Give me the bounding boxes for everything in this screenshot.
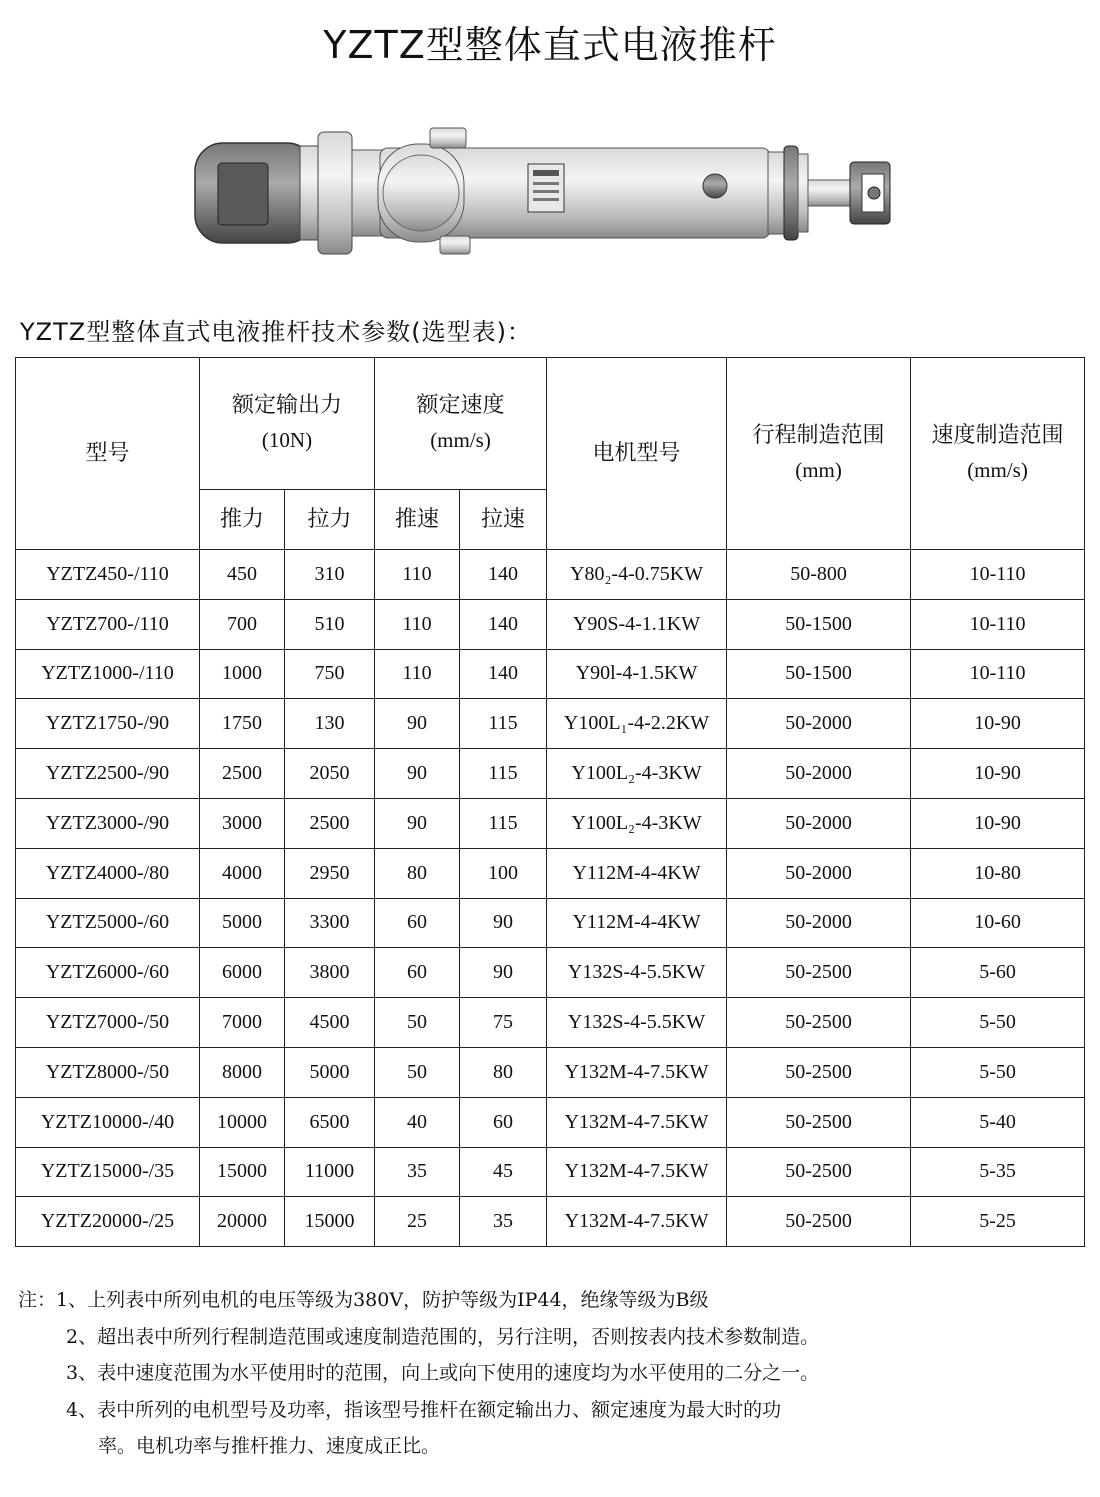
cell-push-speed: 110 [375, 599, 460, 649]
table-row [16, 649, 1085, 699]
cell-motor: Y112M-4-4KW [547, 848, 727, 898]
cell-pull-speed: 115 [460, 749, 547, 799]
cell-speed-range: 5-35 [911, 1147, 1085, 1197]
cell-pull-speed: 140 [460, 599, 547, 649]
cell-model: YZTZ8000-/50 [16, 1047, 200, 1097]
cell-push-force: 5000 [200, 898, 285, 948]
cell-speed-range: 10-110 [911, 599, 1085, 649]
cell-push-force: 6000 [200, 948, 285, 998]
cell-motor: Y132M-4-7.5KW [547, 1147, 727, 1197]
cell-stroke: 50-2000 [727, 898, 911, 948]
header-push-force: 推力 [200, 490, 285, 550]
cell-motor: Y132M-4-7.5KW [547, 1047, 727, 1097]
cell-speed-range: 10-90 [911, 699, 1085, 749]
cell-push-force: 1750 [200, 699, 285, 749]
cell-speed-range: 10-90 [911, 749, 1085, 799]
note-1: 注：1、上列表中所列电机的电压等级为380V，防护等级为IP44，绝缘等级为B级 [18, 1289, 709, 1311]
cell-motor: Y90l-4-1.5KW [547, 649, 727, 699]
header-speed-range: 速度制造范围 (mm/s) [911, 358, 1085, 550]
cell-motor: Y112M-4-4KW [547, 898, 727, 948]
cell-model: YZTZ7000-/50 [16, 998, 200, 1048]
cell-speed-range: 5-25 [911, 1197, 1085, 1247]
cell-push-speed: 25 [375, 1197, 460, 1247]
cell-push-force: 7000 [200, 998, 285, 1048]
cell-stroke: 50-2500 [727, 1047, 911, 1097]
cell-pull-force: 2950 [285, 848, 375, 898]
cell-pull-force: 510 [285, 599, 375, 649]
cell-pull-force: 2500 [285, 798, 375, 848]
cell-push-force: 1000 [200, 649, 285, 699]
cell-stroke: 50-1500 [727, 599, 911, 649]
cell-push-speed: 50 [375, 1047, 460, 1097]
cell-push-speed: 90 [375, 699, 460, 749]
cell-pull-speed: 90 [460, 898, 547, 948]
cell-pull-speed: 100 [460, 848, 547, 898]
cell-pull-speed: 140 [460, 649, 547, 699]
cell-pull-speed: 115 [460, 798, 547, 848]
cell-motor: Y132M-4-7.5KW [547, 1197, 727, 1247]
cell-stroke: 50-2500 [727, 998, 911, 1048]
cell-push-force: 450 [200, 550, 285, 600]
table-row [16, 1047, 1085, 1097]
cell-push-speed: 80 [375, 848, 460, 898]
table-row [16, 1197, 1085, 1247]
cell-speed-range: 10-90 [911, 798, 1085, 848]
cell-push-force: 20000 [200, 1197, 285, 1247]
table-row [16, 550, 1085, 600]
note-4: 4、表中所列的电机型号及功率，指该型号推杆在额定输出力、额定速度为最大时的功 [66, 1398, 782, 1421]
cell-model: YZTZ700-/110 [16, 599, 200, 649]
cell-pull-speed: 140 [460, 550, 547, 600]
cell-push-force: 4000 [200, 848, 285, 898]
note-4-continued: 率。电机功率与推杆推力、速度成正比。 [98, 1435, 441, 1457]
cell-stroke: 50-2500 [727, 1097, 911, 1147]
table-caption: YZTZ型整体直式电液推杆技术参数(选型表)： [20, 318, 532, 346]
cell-push-speed: 50 [375, 998, 460, 1048]
cell-motor: Y80₂-4-0.75KW [547, 550, 727, 600]
cell-motor: Y132S-4-5.5KW [547, 948, 727, 998]
note-3: 3、表中速度范围为水平使用时的范围，向上或向下使用的速度均为水平使用的二分之一。 [66, 1362, 820, 1384]
table-row [16, 599, 1085, 649]
cell-model: YZTZ10000-/40 [16, 1097, 200, 1147]
cell-push-force: 2500 [200, 749, 285, 799]
notes [18, 1282, 1088, 1465]
header-model: 型号 [16, 358, 200, 550]
cell-pull-speed: 115 [460, 699, 547, 749]
cell-push-speed: 35 [375, 1147, 460, 1197]
cell-speed-range: 10-110 [911, 649, 1085, 699]
cell-pull-force: 11000 [285, 1147, 375, 1197]
header-pull-speed: 拉速 [460, 490, 547, 550]
electro-hydraulic-actuator-photo-icon [190, 118, 910, 268]
table-row [16, 848, 1085, 898]
cell-model: YZTZ2500-/90 [16, 749, 200, 799]
cell-model: YZTZ3000-/90 [16, 798, 200, 848]
cell-stroke: 50-2500 [727, 1147, 911, 1197]
header-pull-force: 拉力 [285, 490, 375, 550]
cell-speed-range: 5-60 [911, 948, 1085, 998]
cell-push-force: 15000 [200, 1147, 285, 1197]
cell-push-speed: 90 [375, 798, 460, 848]
cell-speed-range: 10-80 [911, 848, 1085, 898]
table-row [16, 699, 1085, 749]
cell-motor: Y100L₂-4-3KW [547, 749, 727, 799]
cell-motor: Y132S-4-5.5KW [547, 998, 727, 1048]
cell-speed-range: 10-60 [911, 898, 1085, 948]
cell-stroke: 50-2500 [727, 1197, 911, 1247]
cell-push-speed: 60 [375, 898, 460, 948]
cell-stroke: 50-800 [727, 550, 911, 600]
cell-model: YZTZ15000-/35 [16, 1147, 200, 1197]
table-row [16, 948, 1085, 998]
cell-push-speed: 110 [375, 550, 460, 600]
table-row [16, 798, 1085, 848]
cell-speed-range: 5-40 [911, 1097, 1085, 1147]
cell-push-speed: 110 [375, 649, 460, 699]
cell-speed-range: 5-50 [911, 998, 1085, 1048]
cell-pull-speed: 60 [460, 1097, 547, 1147]
cell-model: YZTZ6000-/60 [16, 948, 200, 998]
cell-stroke: 50-2000 [727, 798, 911, 848]
cell-motor: Y132M-4-7.5KW [547, 1097, 727, 1147]
cell-model: YZTZ20000-/25 [16, 1197, 200, 1247]
cell-pull-force: 310 [285, 550, 375, 600]
table-row [16, 1147, 1085, 1197]
cell-pull-speed: 35 [460, 1197, 547, 1247]
cell-push-force: 700 [200, 599, 285, 649]
cell-motor: Y100L₂-4-3KW [547, 798, 727, 848]
header-motor-model: 电机型号 [547, 358, 727, 550]
header-push-speed: 推速 [375, 490, 460, 550]
note-2: 2、超出表中所列行程制造范围或速度制造范围的，另行注明，否则按表内技术参数制造。 [66, 1325, 820, 1348]
cell-stroke: 50-2000 [727, 749, 911, 799]
cell-model: YZTZ4000-/80 [16, 848, 200, 898]
cell-pull-speed: 45 [460, 1147, 547, 1197]
header-rated-speed: 额定速度 (mm/s) [375, 358, 547, 490]
cell-pull-force: 2050 [285, 749, 375, 799]
header-rated-force: 额定输出力 (10N) [200, 358, 375, 490]
table-row [16, 998, 1085, 1048]
cell-stroke: 50-1500 [727, 649, 911, 699]
cell-pull-force: 5000 [285, 1047, 375, 1097]
cell-push-force: 10000 [200, 1097, 285, 1147]
table-row [16, 898, 1085, 948]
table-row [16, 749, 1085, 799]
cell-pull-speed: 75 [460, 998, 547, 1048]
cell-speed-range: 5-50 [911, 1047, 1085, 1097]
cell-motor: Y100L₁-4-2.2KW [547, 699, 727, 749]
cell-push-force: 3000 [200, 798, 285, 848]
cell-stroke: 50-2000 [727, 699, 911, 749]
header-stroke-range: 行程制造范围 (mm) [727, 358, 911, 550]
cell-push-speed: 60 [375, 948, 460, 998]
cell-pull-speed: 90 [460, 948, 547, 998]
cell-push-speed: 40 [375, 1097, 460, 1147]
table-row [16, 1097, 1085, 1147]
page-title: YZTZ型整体直式电液推杆 [323, 23, 777, 67]
cell-pull-force: 6500 [285, 1097, 375, 1147]
cell-motor: Y90S-4-1.1KW [547, 599, 727, 649]
cell-model: YZTZ5000-/60 [16, 898, 200, 948]
cell-stroke: 50-2000 [727, 848, 911, 898]
cell-pull-force: 4500 [285, 998, 375, 1048]
cell-stroke: 50-2500 [727, 948, 911, 998]
cell-model: YZTZ1000-/110 [16, 649, 200, 699]
spec-table [15, 357, 1085, 1247]
cell-model: YZTZ1750-/90 [16, 699, 200, 749]
cell-pull-force: 3300 [285, 898, 375, 948]
cell-push-speed: 90 [375, 749, 460, 799]
cell-speed-range: 10-110 [911, 550, 1085, 600]
cell-pull-force: 15000 [285, 1197, 375, 1247]
cell-pull-force: 130 [285, 699, 375, 749]
cell-model: YZTZ450-/110 [16, 550, 200, 600]
cell-pull-force: 3800 [285, 948, 375, 998]
cell-pull-speed: 80 [460, 1047, 547, 1097]
cell-push-force: 8000 [200, 1047, 285, 1097]
cell-pull-force: 750 [285, 649, 375, 699]
